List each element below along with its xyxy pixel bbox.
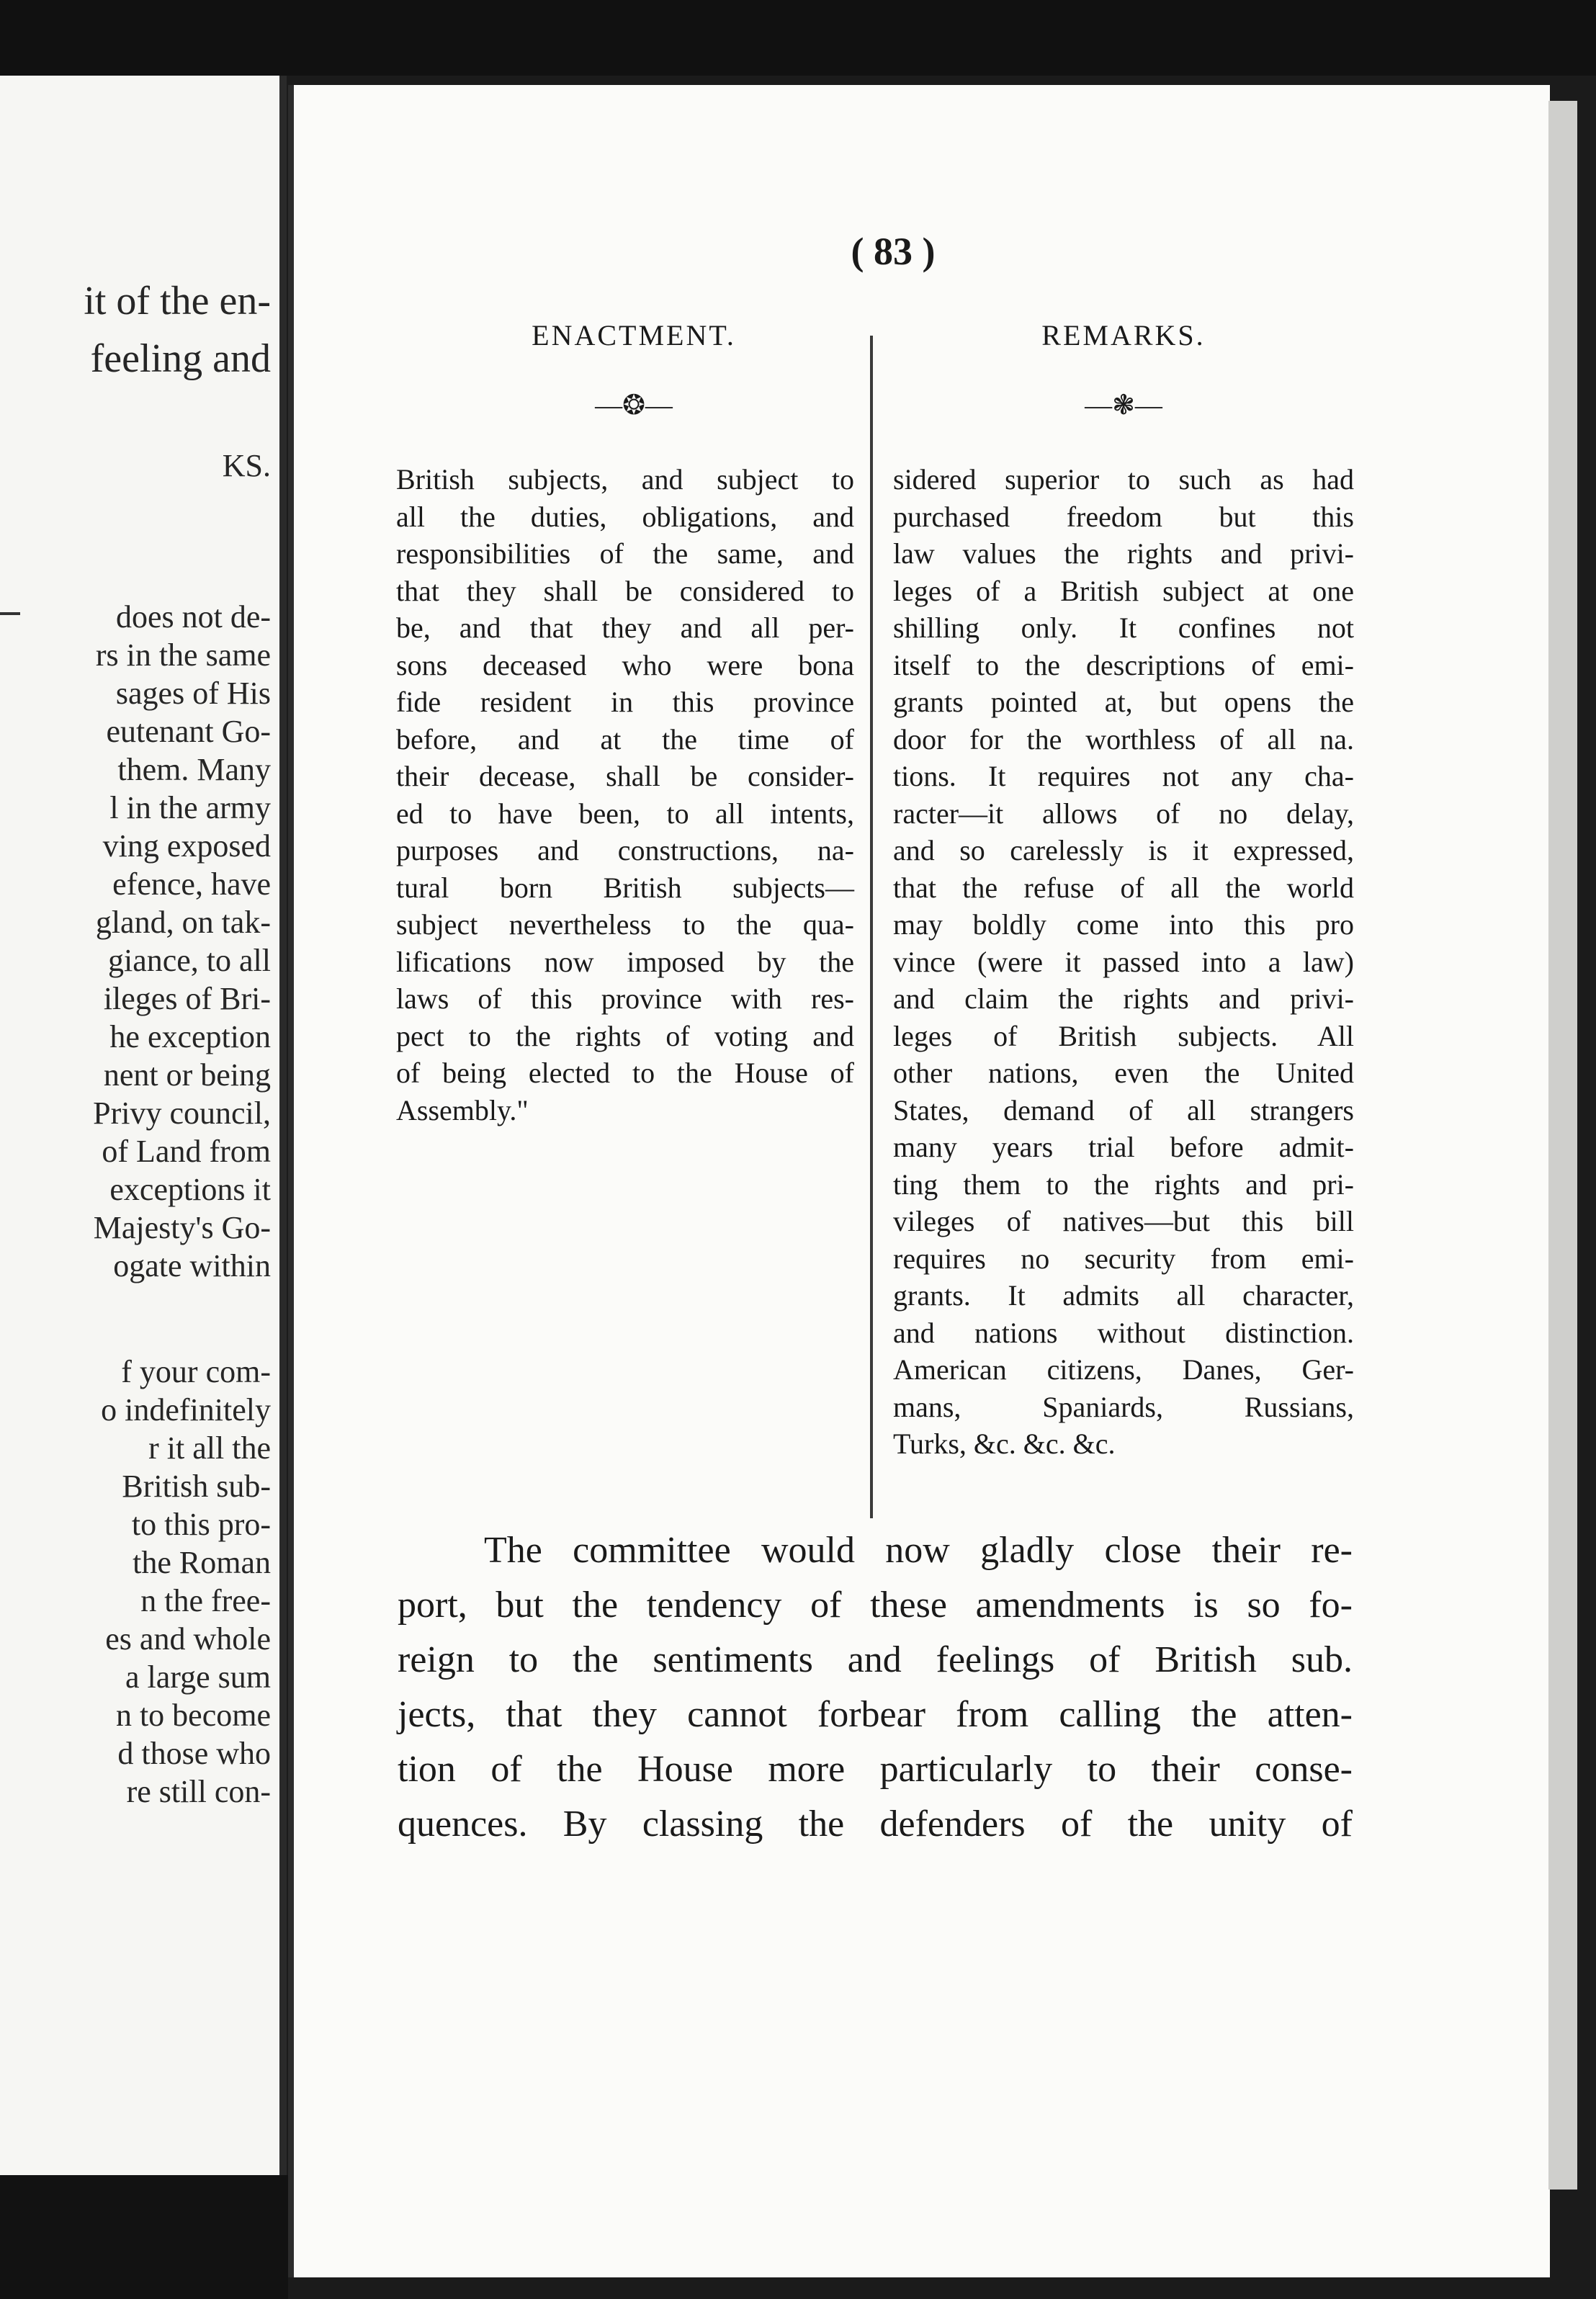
remarks-line: and so carelessly is it expressed, bbox=[893, 834, 1354, 866]
facing-page-line: re still con- bbox=[126, 1774, 271, 1809]
enactment-line: laws of this province with res- bbox=[396, 982, 854, 1015]
scan-bottom-gutter bbox=[0, 2175, 288, 2299]
enactment-line: responsibilities of the same, and bbox=[396, 537, 854, 570]
facing-page-line: n the free- bbox=[140, 1583, 271, 1618]
facing-page-line: sages of His bbox=[115, 676, 271, 711]
facing-page-line: l in the army bbox=[109, 790, 271, 825]
remarks-line: and nations without distinction. bbox=[893, 1316, 1354, 1349]
enactment-column bbox=[396, 461, 854, 1129]
facing-page-line: exceptions it bbox=[109, 1172, 271, 1207]
enactment-heading: ENACTMENT. bbox=[532, 319, 736, 351]
facing-page-line: ogate within bbox=[113, 1248, 271, 1283]
remarks-line: sidered superior to such as had bbox=[893, 463, 1354, 496]
remarks-line: Turks, &c. &c. &c. bbox=[893, 1428, 1116, 1460]
facing-page-line: nent or being bbox=[103, 1057, 271, 1093]
body-line: jects, that they cannot forbear from calling the atten- bbox=[398, 1694, 1353, 1735]
facing-page-line: d those who bbox=[117, 1736, 271, 1771]
remarks-line: grants pointed at, but opens the bbox=[893, 686, 1354, 718]
body-paragraph bbox=[398, 1523, 1353, 1852]
enactment-line: pect to the rights of voting and bbox=[396, 1019, 854, 1052]
facing-page-line: gland, on tak- bbox=[95, 905, 271, 940]
remarks-line: shilling only. It confines not bbox=[893, 611, 1354, 644]
page-number: ( 83 ) bbox=[851, 230, 936, 273]
enactment-line: subject nevertheless to the qua- bbox=[396, 908, 854, 941]
remarks-line: mans, Spaniards, Russians, bbox=[893, 1390, 1354, 1423]
remarks-line: grants. It admits all character, bbox=[893, 1279, 1354, 1312]
remarks-ornament: —❃— bbox=[1085, 390, 1162, 421]
remarks-line: door for the worthless of all na. bbox=[893, 722, 1354, 756]
body-line: port, but the tendency of these amendments is so fo- bbox=[398, 1585, 1353, 1626]
facing-page-line: o indefinitely bbox=[101, 1392, 271, 1428]
remarks-line: law values the rights and privi- bbox=[893, 537, 1354, 570]
facing-page-line: KS. bbox=[222, 448, 271, 483]
facing-page-line: ving exposed bbox=[102, 828, 271, 864]
facing-page-line: it of the en- bbox=[84, 279, 271, 323]
remarks-line: purchased freedom but this bbox=[893, 500, 1354, 533]
facing-page-line: giance, to all bbox=[107, 943, 271, 978]
body-line: The committee would now gladly close their re- bbox=[484, 1530, 1353, 1571]
scan-top-gutter bbox=[0, 0, 1596, 76]
remarks-line: and claim the rights and privi- bbox=[893, 982, 1354, 1015]
facing-page-line: Majesty's Go- bbox=[93, 1210, 271, 1245]
remarks-line: vince (were it passed into a law) bbox=[893, 945, 1354, 978]
enactment-line: of being elected to the House of bbox=[396, 1057, 854, 1089]
remarks-line: ting them to the rights and pri- bbox=[893, 1168, 1354, 1201]
facing-page-line: does not de- bbox=[115, 599, 271, 635]
remarks-line: other nations, even the United bbox=[893, 1057, 1354, 1089]
facing-page-line: to this pro- bbox=[131, 1507, 271, 1542]
enactment-line: lifications now imposed by the bbox=[396, 945, 854, 978]
remarks-line: that the refuse of all the world bbox=[893, 871, 1354, 904]
remarks-column bbox=[893, 461, 1354, 1463]
body-line: reign to the sentiments and feelings of British sub. bbox=[398, 1639, 1353, 1680]
enactment-line: ed to have been, to all intents, bbox=[396, 797, 854, 830]
facing-page-line: ileges of Bri- bbox=[103, 981, 271, 1016]
remarks-line: may boldly come into this pro bbox=[893, 908, 1354, 941]
body-line: tion of the House more particularly to their conse- bbox=[398, 1749, 1353, 1790]
enactment-ornament: —❂— bbox=[595, 390, 673, 421]
facing-page-line: a large sum bbox=[125, 1659, 271, 1695]
facing-page-line: the Roman bbox=[133, 1545, 271, 1580]
facing-page-line: rs in the same bbox=[95, 637, 271, 673]
remarks-line: leges of British subjects. All bbox=[893, 1019, 1354, 1052]
facing-page-line: n to become bbox=[115, 1698, 271, 1733]
facing-page-line: efence, have bbox=[112, 866, 271, 902]
column-divider bbox=[870, 336, 873, 1518]
facing-page-line: British sub- bbox=[122, 1469, 271, 1504]
facing-page-rule bbox=[0, 612, 20, 615]
remarks-line: tions. It requires not any cha- bbox=[893, 760, 1354, 792]
enactment-line: before, and at the time of bbox=[396, 722, 854, 756]
facing-page-fragment bbox=[0, 76, 287, 2175]
remarks-line: many years trial before admit- bbox=[893, 1131, 1354, 1163]
enactment-line: their decease, shall be consider- bbox=[396, 760, 854, 792]
enactment-line: Assembly." bbox=[396, 1093, 529, 1126]
remarks-line: requires no security from emi- bbox=[893, 1242, 1354, 1275]
enactment-line: fide resident in this province bbox=[396, 686, 854, 718]
facing-page-line: he exception bbox=[109, 1019, 271, 1054]
enactment-line: tural born British subjects— bbox=[396, 871, 854, 904]
remarks-line: itself to the descriptions of emi- bbox=[893, 648, 1354, 681]
facing-page-line: r it all the bbox=[148, 1430, 271, 1466]
facing-page-line: eutenant Go- bbox=[106, 714, 271, 749]
enactment-line: all the duties, obligations, and bbox=[396, 500, 854, 533]
remarks-line: American citizens, Danes, Ger- bbox=[893, 1353, 1354, 1386]
enactment-line: be, and that they and all per- bbox=[396, 611, 854, 644]
facing-page-line: Privy council, bbox=[93, 1095, 271, 1131]
remarks-line: leges of a British subject at one bbox=[893, 574, 1354, 607]
facing-page-line: them. Many bbox=[117, 752, 271, 787]
enactment-line: sons deceased who were bona bbox=[396, 648, 854, 681]
facing-page-line: f your com- bbox=[121, 1354, 271, 1389]
remarks-heading: REMARKS. bbox=[1041, 319, 1206, 351]
page-edge bbox=[1548, 101, 1577, 2190]
facing-page-line: feeling and bbox=[90, 336, 271, 381]
enactment-line: that they shall be considered to bbox=[396, 574, 854, 607]
enactment-line: purposes and constructions, na- bbox=[396, 834, 854, 866]
body-line: quences. By classing the defenders of the unity of bbox=[398, 1803, 1353, 1845]
remarks-line: racter—it allows of no delay, bbox=[893, 797, 1354, 830]
remarks-line: vileges of natives—but this bill bbox=[893, 1205, 1354, 1237]
facing-page-line: of Land from bbox=[102, 1134, 271, 1169]
enactment-line: British subjects, and subject to bbox=[396, 463, 854, 496]
facing-page-line: es and whole bbox=[105, 1621, 271, 1657]
remarks-line: States, demand of all strangers bbox=[893, 1093, 1354, 1126]
